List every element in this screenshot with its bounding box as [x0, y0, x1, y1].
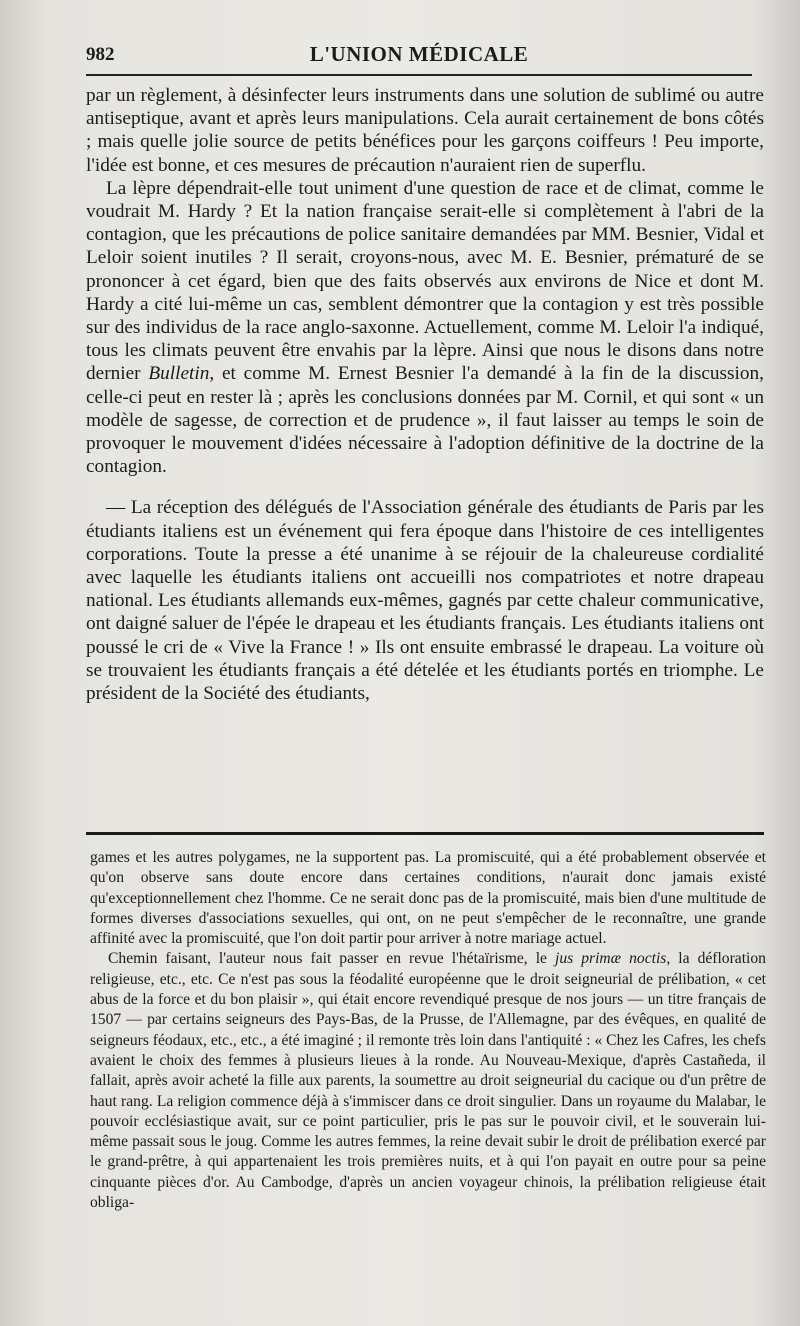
- page-number: 982: [86, 44, 115, 65]
- paragraph-text: , et comme M. Ernest Besnier l'a demandé à la fin de la discussion, celle-ci peut en rester là ; après les conclusions données par M. Cornil, et qui sont « un modèle de sagesse, de correction et de prudence », il faut laisser au temps le soin de provoquer le mouvement d'idées nécessaire à l'adoption définitive de la doctrine de la contagion.: [86, 363, 764, 478]
- footnote-text: , la défloration religieuse, etc., etc. Ce n'est pas sous la féodalité européenne que le droit seigneurial de prélibation, « cet abus de la force et du bon plaisir », qui était encore revendiqué presque de nos jours — un titre français de 1507 — par certains seigneurs des Pays-Bas, de la Prusse, de l'Allemagne, par des évêques, en qualité de seigneurs féodaux, etc., etc., a été imaginé ; il remonte très loin dans l'antiquité : « Chez les Cafres, les chefs avaient le choix des femmes à plusieurs lieues à la ronde. Au Nouveau-Mexique, d'après Castañeda, il fallait, après avoir acheté la fille aux parents, la soumettre au droit seigneurial du cacique ou d'un prêtre de haut rang. La religion commence déjà à s'immiscer dans ce droit singulier. Dans un royaume du Malabar, le pouvoir ecclésiastique avait, sur ce point particulier, pris le pas sur le pouvoir civil, et le souverain lui-même passait sous le joug. Comme les autres femmes, la reine devait subir le droit de prélibation exercé par le grand-prêtre, à qui appartenaient les trois premières nuits, et à qui l'on payait en outre pour sa peine cinquante pièces d'or. Au Cambodge, d'après un ancien voyageur chinois, la prélibation religieuse était obliga-: [90, 950, 766, 1212]
- page-header: [86, 36, 752, 76]
- footnote-text: Chemin faisant, l'auteur nous fait passer en revue l'hétaïrisme, le: [108, 950, 555, 968]
- main-paragraph: par un règlement, à désinfecter leurs instruments dans une solution de sublimé ou autre antiseptique, avant et après leurs manipulations. Cela aurait certainement de bons côtés ; mais quelle jolie source de petits bénéfices pour les garçons coiffeurs ! Peu importe, l'idée est bonne, et ces mesures de précaution n'auraient rien de superflu.: [86, 85, 764, 176]
- main-text: [86, 84, 764, 705]
- paragraph-text: La lèpre dépendrait-elle tout uniment d'une question de race et de climat, comme le voudrait M. Hardy ? Et la nation française serait-elle si complètement à l'abri de la contagion, que les précautions de police sanitaire demandées par MM. Besnier, Vidal et Leloir soient inutiles ? Il serait, croyons-nous, avec M. E. Besnier, prématuré de se prononcer à cet égard, bien que des faits observés aux environs de Nice et dont M. Hardy a cité lui-même un cas, semblent démontrer que la contagion y est très possible sur des individus de la race anglo-saxonne. Actuellement, comme M. Leloir l'a indiqué, tous les climats peuvent être envahis par la lèpre. Ainsi que nous le disons dans notre dernier: [86, 177, 764, 385]
- main-paragraph: [86, 177, 764, 479]
- main-paragraph: — La réception des délégués de l'Association générale des étudiants de Paris par les étudiants italiens est un événement qui fera époque dans l'histoire de ces intelligentes corporations. Toute la presse a été unanime à se réjouir de la chaleureuse cordialité avec laquelle les étudiants italiens ont accueilli nos compatriotes et notre drapeau national. Les étudiants allemands eux-mêmes, gagnés par cette chaleur communicative, ont daigné saluer de l'épée le drapeau et les étudiants français. Les étudiants italiens ont poussé le cri de « Vive la France ! » Ils ont ensuite embrassé le drapeau. La voiture où se trouvaient les étudiants français a été dételée et les étudiants portés en triomphe. Le président de la Société des étudiants,: [86, 497, 764, 705]
- footnote: [90, 848, 766, 1213]
- bulletin-italic: Bulletin: [148, 363, 210, 385]
- header-rule: [86, 74, 752, 76]
- footnote-paragraph: [90, 949, 766, 1213]
- running-title: L'UNION MÉDICALE: [309, 42, 529, 66]
- footnote-separator: [86, 832, 764, 835]
- footnote-paragraph: games et les autres polygames, ne la supportent pas. La promiscuité, qui a été probablement observée et qu'on observe sans doute encore dans certaines conditions, n'aurait donc jamais existé qu'exceptionnellement chez l'homme. Ce ne serait donc pas de la promiscuité, mais bien d'une multitude de formes diverses d'associations sexuelles, qui ont, on ne peut s'empêcher de le reconnaître, une grande affinité avec la promiscuité, que l'on doit partir pour arriver à notre mariage actuel.: [90, 849, 766, 948]
- footnote-italic: jus primæ noctis: [555, 950, 667, 968]
